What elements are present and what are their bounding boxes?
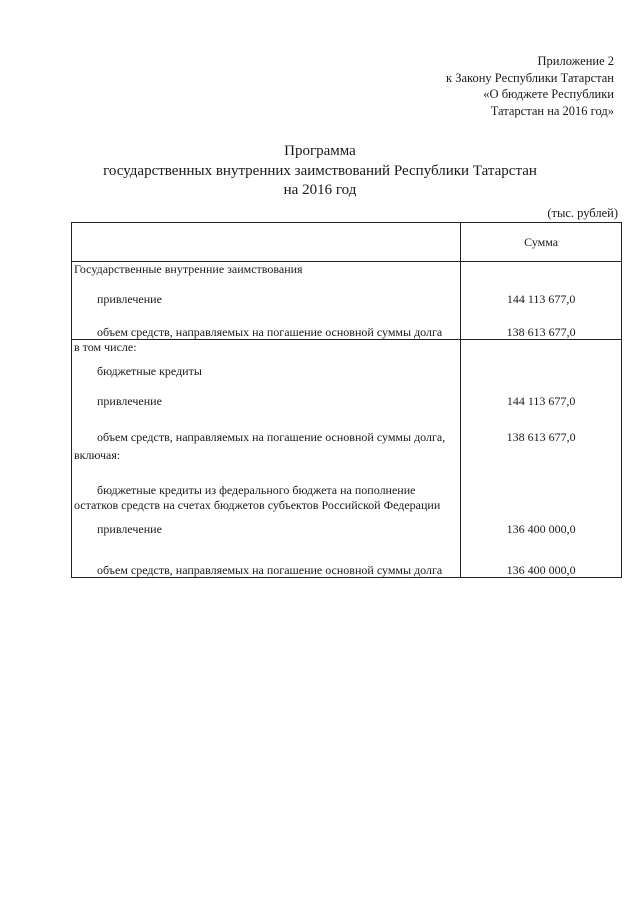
table-row [72, 306, 622, 340]
row-value: 136 400 000,0 [461, 536, 622, 578]
row-value: 136 400 000,0 [461, 512, 622, 536]
row-value [461, 262, 622, 286]
table-row [72, 536, 622, 578]
table-row [72, 512, 622, 536]
row-text: привлечение [72, 512, 461, 536]
row-value: 138 613 677,0 [461, 306, 622, 340]
table-row [72, 358, 622, 378]
table-row [72, 378, 622, 408]
title-line-1: Программа [284, 143, 356, 159]
header-sum-cell: Сумма [461, 223, 622, 262]
table-row [72, 262, 622, 286]
table-row [72, 444, 622, 462]
document-title [0, 142, 640, 201]
table-row [72, 285, 622, 306]
table-header-row [72, 223, 622, 262]
row-text: бюджетные кредиты из федерального бюджета на пополнение остатков средств на счетах бюджетов субъектов Российской Федерации [72, 462, 461, 512]
table-row [72, 408, 622, 444]
row-text: в том числе: [72, 340, 461, 359]
row-text: Государственные внутренние заимствования [72, 262, 461, 286]
appendix-line-3: «О бюджете Республики [483, 87, 614, 101]
row-text: бюджетные кредиты [72, 358, 461, 378]
table-row [72, 462, 622, 512]
appendix-line-1: Приложение 2 [537, 54, 614, 68]
appendix-line-2: к Закону Республики Татарстан [446, 70, 614, 85]
row-value [461, 358, 622, 378]
row-value: 144 113 677,0 [461, 285, 622, 306]
row-text: привлечение [72, 378, 461, 408]
units-label: (тыс. рублей) [547, 206, 618, 220]
row-value [461, 462, 622, 512]
row-text: объем средств, направляемых на погашение основной суммы долга [72, 536, 461, 578]
row-text: объем средств, направляемых на погашение основной суммы долга [72, 306, 461, 340]
row-value: 138 613 677,0 [461, 408, 622, 444]
header-description-cell [72, 223, 461, 262]
row-value: 144 113 677,0 [461, 378, 622, 408]
appendix-line-4: Татарстан на 2016 год» [490, 103, 614, 118]
title-line-2: государственных внутренних заимствований Республики Татарстан [103, 162, 537, 179]
row-text: привлечение [72, 285, 461, 306]
row-value [461, 444, 622, 462]
row-value [461, 340, 622, 359]
appendix-header [446, 53, 614, 119]
row-text: объем средств, направляемых на погашение основной суммы долга, [72, 408, 461, 444]
table-row [72, 340, 622, 359]
title-line-3: на 2016 год [283, 182, 357, 198]
row-text: включая: [72, 444, 461, 462]
borrowing-table [71, 222, 622, 578]
